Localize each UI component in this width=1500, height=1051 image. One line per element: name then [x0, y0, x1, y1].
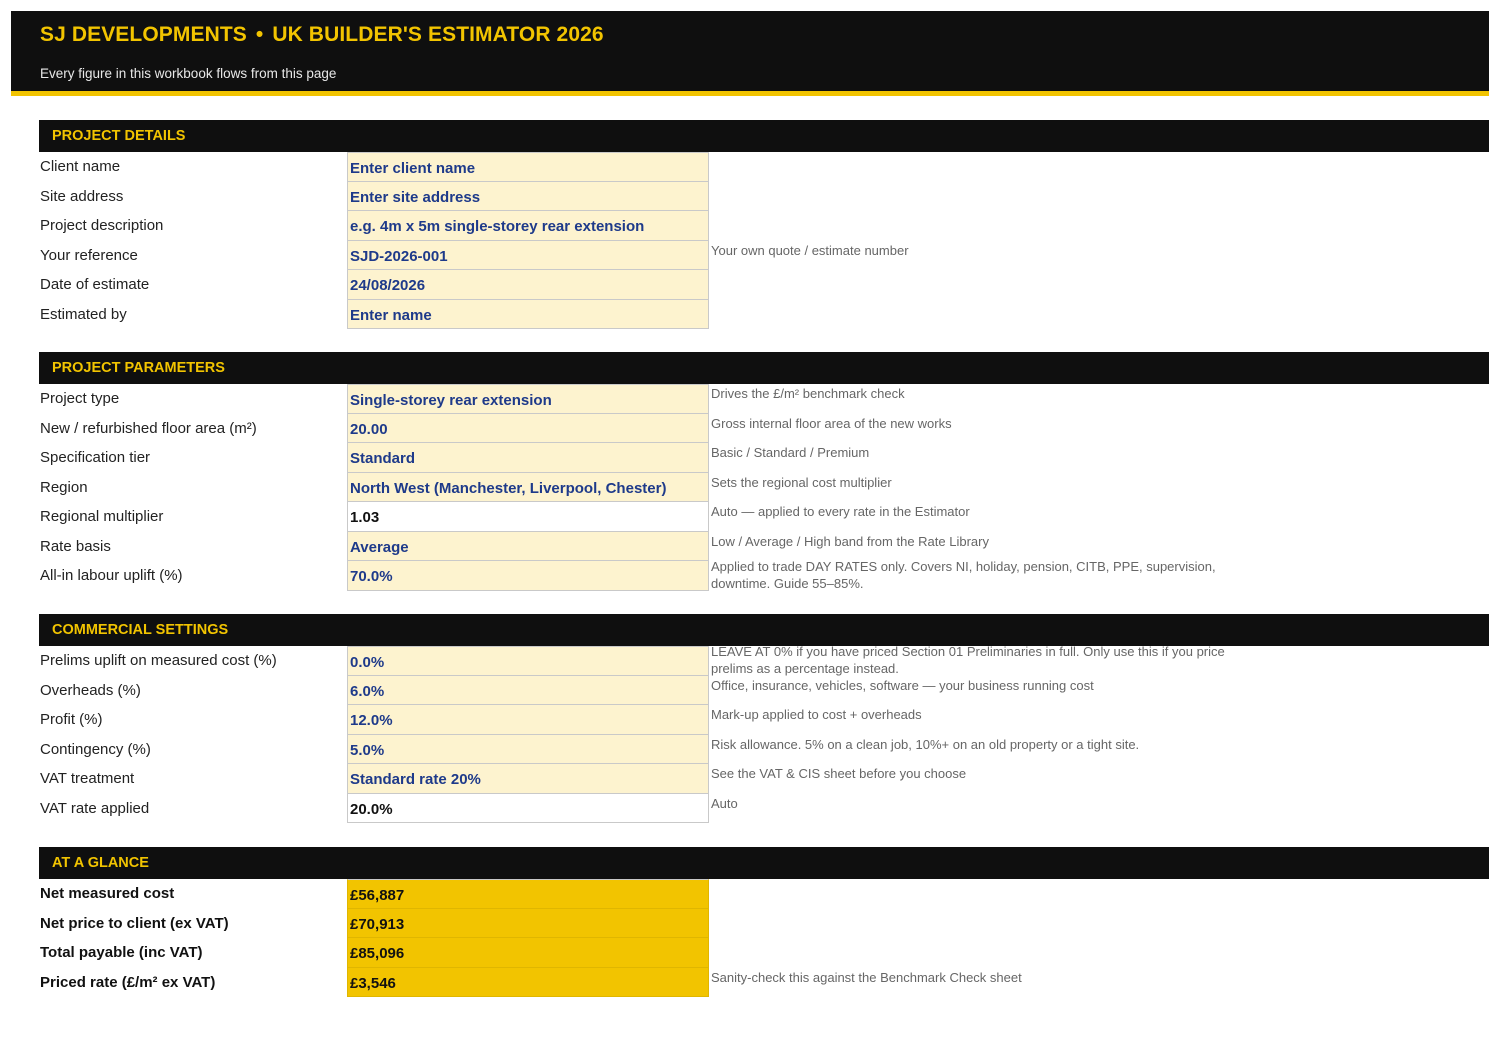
- field-note: Sanity-check this against the Benchmark Check sheet: [711, 969, 1022, 985]
- field-label: Your reference: [40, 246, 138, 264]
- vat-treatment-row: [39, 764, 1489, 794]
- field-note: Gross internal floor area of the new works: [711, 415, 952, 431]
- field-note: Office, insurance, vehicles, software — your business running cost: [711, 677, 1094, 693]
- client-name-row: [39, 152, 1489, 182]
- field-label: Regional multiplier: [40, 508, 164, 525]
- banner-subtitle: Every figure in this workbook flows from this page: [40, 66, 337, 81]
- labour-uplift-input[interactable]: 70.0%: [347, 561, 709, 591]
- total-payable-value[interactable]: £85,096: [347, 938, 709, 968]
- priced-rate-value[interactable]: £3,546: [347, 968, 709, 998]
- field-label: Date of estimate: [40, 276, 150, 293]
- field-label: Contingency (%): [40, 740, 151, 758]
- field-label: Estimated by: [40, 305, 127, 323]
- site-address-input[interactable]: Enter site address: [347, 182, 709, 212]
- field-label: Prelims uplift on measured cost (%): [40, 652, 277, 669]
- title-separator: •: [255, 23, 264, 46]
- overheads-input[interactable]: 6.0%: [347, 676, 709, 706]
- field-label: Project description: [40, 217, 164, 234]
- date-of-estimate-row: [39, 270, 1489, 300]
- field-note: Sets the regional cost multiplier: [711, 474, 892, 490]
- field-label: Project type: [40, 390, 120, 407]
- region-select[interactable]: North West (Manchester, Liverpool, Chester): [347, 473, 709, 503]
- contingency-row: [39, 735, 1489, 765]
- section-header: COMMERCIAL SETTINGS: [39, 614, 1489, 646]
- total-payable-row: [39, 938, 1489, 968]
- field-label: Overheads (%): [40, 681, 141, 699]
- profit-row: [39, 705, 1489, 735]
- your-reference-input[interactable]: SJD-2026-001: [347, 241, 709, 271]
- regional-multiplier-row: [39, 502, 1489, 532]
- net-price-row: [39, 909, 1489, 939]
- field-label: Net price to client (ex VAT): [40, 914, 229, 932]
- estimated-by-row: [39, 300, 1489, 330]
- vat-rate-applied-value[interactable]: 20.0%: [347, 794, 709, 824]
- project-parameters-section: [39, 352, 1489, 591]
- field-label: Client name: [40, 158, 121, 175]
- date-of-estimate-input[interactable]: 24/08/2026: [347, 270, 709, 300]
- section-header: AT A GLANCE: [39, 847, 1489, 879]
- field-note: Low / Average / High band from the Rate Library: [711, 533, 989, 549]
- profit-input[interactable]: 12.0%: [347, 705, 709, 735]
- net-measured-cost-value[interactable]: £56,887: [347, 879, 709, 909]
- field-label: Profit (%): [40, 711, 103, 728]
- field-label: Priced rate (£/m² ex VAT): [40, 973, 216, 991]
- field-label: VAT rate applied: [40, 799, 150, 817]
- net-price-value[interactable]: £70,913: [347, 909, 709, 939]
- project-description-input[interactable]: e.g. 4m x 5m single-storey rear extension: [347, 211, 709, 241]
- project-type-row: [39, 384, 1489, 414]
- field-label: Rate basis: [40, 537, 111, 555]
- vat-treatment-select[interactable]: Standard rate 20%: [347, 764, 709, 794]
- specification-tier-select[interactable]: Standard: [347, 443, 709, 473]
- field-label: VAT treatment: [40, 770, 135, 787]
- overheads-row: [39, 676, 1489, 706]
- contingency-input[interactable]: 5.0%: [347, 735, 709, 765]
- workbook-title: [40, 23, 604, 47]
- field-note: Mark-up applied to cost + overheads: [711, 707, 922, 722]
- field-label: Region: [40, 478, 88, 496]
- rate-basis-select[interactable]: Average: [347, 532, 709, 562]
- floor-area-input[interactable]: 20.00: [347, 414, 709, 444]
- client-name-input[interactable]: Enter client name: [347, 152, 709, 182]
- field-note: Auto — applied to every rate in the Estimator: [711, 504, 970, 519]
- field-note: Risk allowance. 5% on a clean job, 10%+ on an old property or a tight site.: [711, 736, 1140, 752]
- rate-basis-row: [39, 532, 1489, 562]
- field-label: All-in labour uplift (%): [40, 567, 183, 584]
- priced-rate-row: [39, 968, 1489, 998]
- field-label: Site address: [40, 187, 124, 205]
- regional-multiplier-value[interactable]: 1.03: [347, 502, 709, 532]
- vat-rate-applied-row: [39, 794, 1489, 824]
- prelims-uplift-row: [39, 646, 1489, 676]
- company-name: SJ DEVELOPMENTS: [40, 23, 247, 46]
- floor-area-row: [39, 414, 1489, 444]
- estimated-by-input[interactable]: Enter name: [347, 300, 709, 330]
- project-type-select[interactable]: Single-storey rear extension: [347, 384, 709, 414]
- commercial-settings-section: [39, 614, 1489, 823]
- your-reference-row: [39, 241, 1489, 271]
- field-label: Net measured cost: [40, 885, 175, 902]
- region-row: [39, 473, 1489, 503]
- field-label: New / refurbished floor area (m²): [40, 419, 257, 437]
- labour-uplift-row: [39, 561, 1489, 591]
- prelims-uplift-input[interactable]: 0.0%: [347, 646, 709, 676]
- field-note: Auto: [711, 795, 738, 811]
- net-measured-cost-row: [39, 879, 1489, 909]
- section-header: PROJECT PARAMETERS: [39, 352, 1489, 384]
- field-label: Specification tier: [40, 449, 151, 466]
- field-note: Your own quote / estimate number: [711, 242, 909, 258]
- field-note: LEAVE AT 0% if you have priced Section 01 Preliminaries in full. Only use this if you price prelims as a percentage instead.: [711, 644, 1225, 676]
- field-note: Drives the £/m² benchmark check: [711, 386, 905, 401]
- project-details-section: [39, 120, 1489, 329]
- field-note: See the VAT & CIS sheet before you choose: [711, 766, 967, 781]
- field-label: Total payable (inc VAT): [40, 944, 203, 961]
- product-name: UK BUILDER'S ESTIMATOR 2026: [272, 23, 604, 46]
- field-note: Applied to trade DAY RATES only. Covers NI, holiday, pension, CITB, PPE, supervision, downtime. Guide 55–85%.: [711, 559, 1216, 591]
- field-note: Basic / Standard / Premium: [711, 445, 870, 460]
- section-header: PROJECT DETAILS: [39, 120, 1489, 152]
- project-description-row: [39, 211, 1489, 241]
- at-a-glance-section: [39, 847, 1489, 997]
- specification-tier-row: [39, 443, 1489, 473]
- site-address-row: [39, 182, 1489, 212]
- title-banner: [11, 11, 1489, 96]
